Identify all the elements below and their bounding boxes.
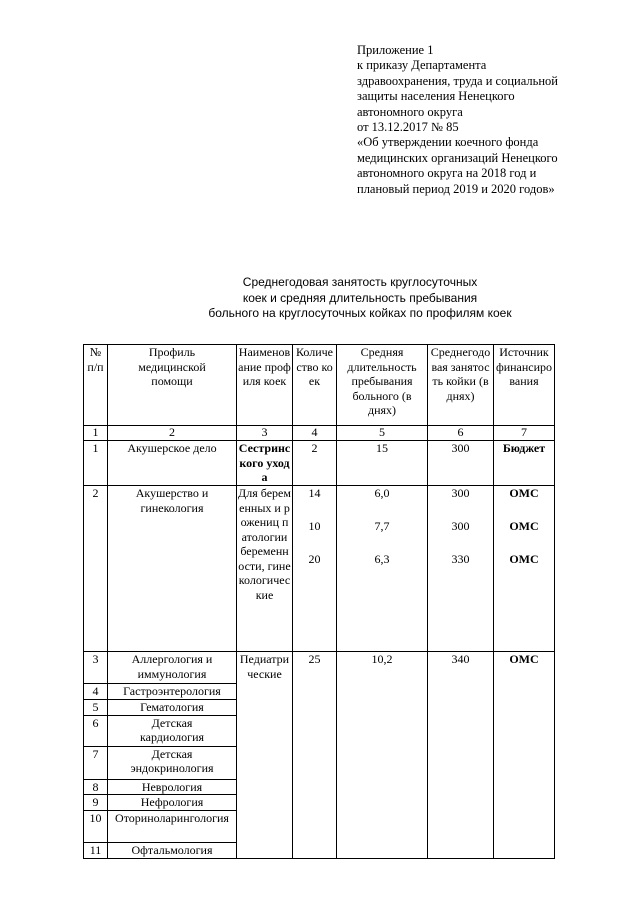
bed-occupancy-table [83, 344, 555, 859]
bed-name-cell: Педиатрические [237, 652, 293, 859]
bed-name-cell: Сестринского ухода [237, 441, 293, 486]
table-row [84, 486, 555, 652]
count-cell: 25 [293, 652, 337, 859]
appendix-line: защиты населения Ненецкого [357, 89, 515, 104]
source-cell: Бюджет [494, 441, 555, 486]
column-number-row [84, 426, 555, 441]
occupancy-cell: 340 [428, 652, 494, 859]
table-row [84, 441, 555, 486]
profile-cell: Гастроэнтерология [108, 684, 237, 700]
occupancy-value: 330 [451, 552, 470, 566]
profile-cell: Гематология [108, 699, 237, 715]
appendix-line: плановый период 2019 и 2020 годов» [357, 181, 555, 196]
column-number: 6 [428, 426, 494, 441]
appendix-line: здравоохранения, труда и социальной [357, 73, 558, 88]
header-cell: Среднегодовая занятость койки (в днях) [428, 345, 494, 426]
profile-cell: Нефрология [108, 795, 237, 811]
title-line: Среднегодовая занятость круглосуточных [242, 275, 478, 289]
appendix-line: «Об утверждении коечного фонда [357, 135, 539, 150]
profile-cell: Детская кардиология [108, 715, 237, 746]
column-number: 4 [293, 426, 337, 441]
header-cell: Профиль медицинской помощи [108, 345, 237, 426]
appendix-line: медицинских организаций Ненецкого [357, 150, 558, 165]
table-row [84, 652, 555, 684]
avg-stay-cell: 15 [337, 441, 428, 486]
column-number: 2 [108, 426, 237, 441]
title-line: больного на круглосуточных койках по профилям коек [208, 306, 512, 320]
header-cell: Средняя длительность пребывания больного (в днях) [337, 345, 428, 426]
source-value: ОМС [509, 486, 539, 500]
source-value: ОМС [509, 519, 539, 533]
appendix-line: автономного округа на 2018 год и [357, 166, 537, 181]
occupancy-cell [428, 486, 494, 652]
row-number: 5 [84, 699, 108, 715]
profile-cell: Неврология [108, 779, 237, 795]
appendix-line: Приложение 1 [357, 43, 434, 57]
profile-cell: Аллергология и иммунология [108, 652, 237, 684]
source-value: ОМС [509, 552, 539, 566]
row-number: 6 [84, 715, 108, 746]
avg-stay-cell: 10,2 [337, 652, 428, 859]
row-number: 3 [84, 652, 108, 684]
count-cell: 2 [293, 441, 337, 486]
source-cell: ОМС [494, 652, 555, 859]
appendix-line: к приказу Департамента [357, 58, 487, 73]
bed-name-cell: Для беременных и рожениц патологии беременности, гинекологические [237, 486, 293, 652]
occupancy-value: 300 [451, 519, 470, 533]
profile-cell: Оториноларингология [108, 811, 237, 843]
profile-cell: Офтальмология [108, 843, 237, 859]
row-number: 9 [84, 795, 108, 811]
header-row [84, 345, 555, 426]
profile-cell: Акушерство и гинекология [108, 486, 237, 652]
document-title [150, 275, 570, 322]
row-number: 10 [84, 811, 108, 843]
row-number: 8 [84, 779, 108, 795]
column-number: 1 [84, 426, 108, 441]
avg-stay-value: 6,3 [374, 552, 390, 566]
title-line: коек и средняя длительность пребывания [242, 290, 478, 305]
column-number: 3 [237, 426, 293, 441]
avg-stay-value: 6,0 [374, 486, 390, 500]
occupancy-value: 300 [451, 486, 470, 500]
header-cell: Источник финансирования [494, 345, 555, 426]
appendix-block [357, 43, 627, 197]
count-cell [293, 486, 337, 652]
avg-stay-cell [337, 486, 428, 652]
count-value: 10 [308, 519, 321, 533]
occupancy-cell: 300 [428, 441, 494, 486]
appendix-line: автономного округа [357, 104, 463, 119]
profile-cell: Детская эндокринология [108, 746, 237, 779]
header-cell: Количество коек [293, 345, 337, 426]
row-number: 4 [84, 684, 108, 700]
row-number: 11 [84, 843, 108, 859]
row-number: 7 [84, 746, 108, 779]
header-cell: № п/п [84, 345, 108, 426]
column-number: 5 [337, 426, 428, 441]
appendix-line: от 13.12.2017 № 85 [357, 120, 459, 135]
header-cell: Наименование профиля коек [237, 345, 293, 426]
row-number: 2 [84, 486, 108, 652]
source-cell [494, 486, 555, 652]
avg-stay-value: 7,7 [374, 519, 390, 533]
row-number: 1 [84, 441, 108, 486]
column-number: 7 [494, 426, 555, 441]
count-value: 20 [308, 552, 321, 566]
profile-cell: Акушерское дело [108, 441, 237, 486]
count-value: 14 [308, 486, 321, 500]
